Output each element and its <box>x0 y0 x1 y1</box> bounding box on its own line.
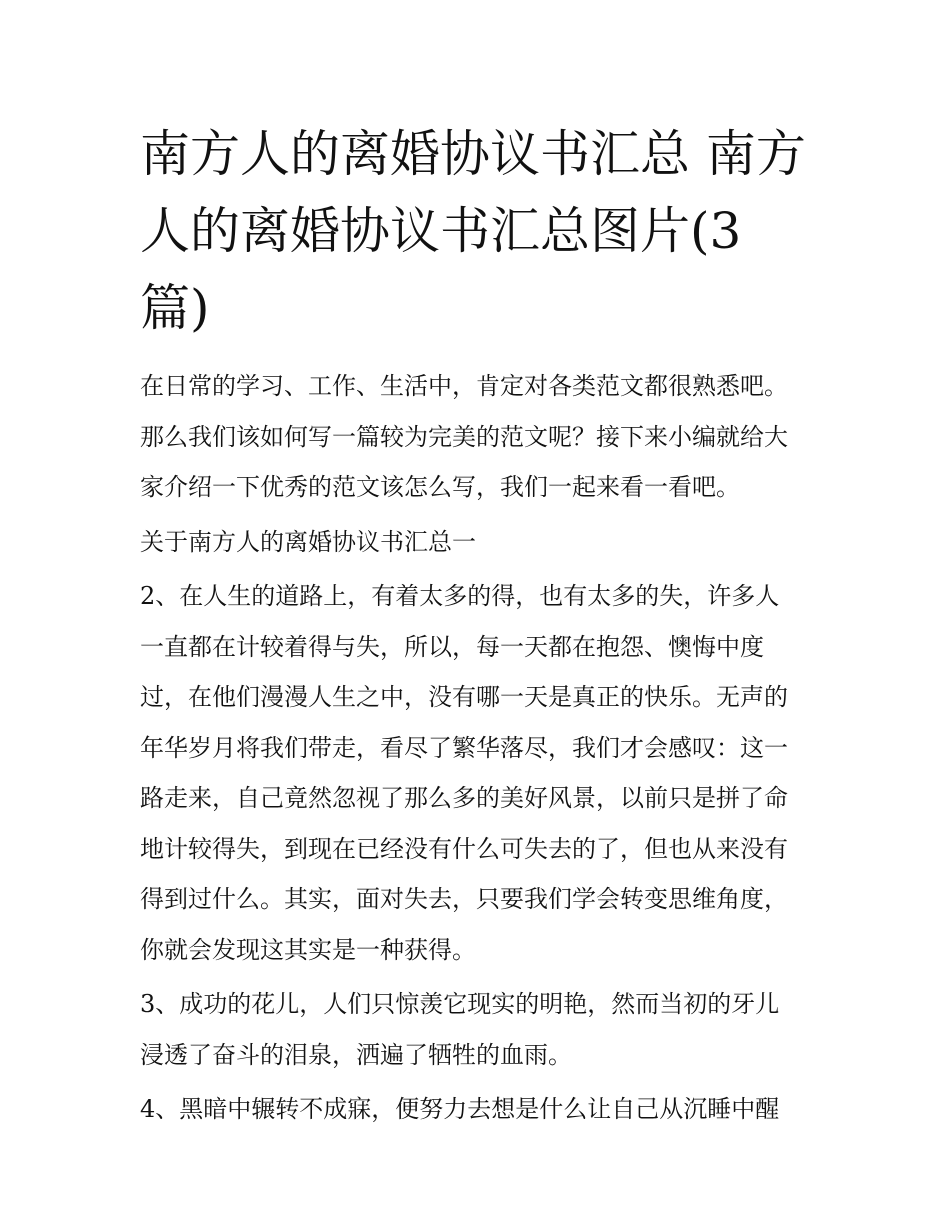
text-line: 得到过什么。其实，面对失去，只要我们学会转变思维角度， <box>140 885 788 913</box>
text-line: 年华岁月将我们带走，看尽了繁华落尽，我们才会感叹：这一 <box>140 733 788 762</box>
text-line: 一直都在计较着得与失，所以，每一天都在抱怨、懊悔中度 <box>140 632 764 661</box>
title-line: 南方人的离婚协议书汇总 南方 <box>140 125 806 183</box>
text-line: 在日常的学习、工作、生活中，肯定对各类范文都很熟悉吧。 <box>140 372 788 400</box>
document-body <box>140 116 816 1139</box>
text-line: 那么我们该如何写一篇较为完美的范文呢？接下来小编就给大 <box>140 422 788 451</box>
intro-paragraph <box>140 361 816 513</box>
title-line: 篇) <box>140 279 210 337</box>
text-line: 过，在他们漫漫人生之中，没有哪一天是真正的快乐。无声的 <box>140 683 788 711</box>
item-4-paragraph <box>140 1084 816 1135</box>
text-line: 家介绍一下优秀的范文该怎么写，我们一起来看一看吧。 <box>140 473 740 501</box>
section-heading: 关于南方人的离婚协议书汇总一 <box>140 527 476 556</box>
text-line: 3、成功的花儿，人们只惊羡它现实的明艳，然而当初的牙儿 <box>140 990 780 1018</box>
text-line: 浸透了奋斗的泪泉，洒遍了牺牲的血雨。 <box>140 1040 572 1069</box>
item-3-paragraph <box>140 979 816 1080</box>
text-line: 路走来，自己竟然忽视了那么多的美好风景，以前只是拼了命 <box>140 784 788 812</box>
item-2-paragraph <box>140 571 816 975</box>
document-title <box>140 116 816 347</box>
title-line: 人的离婚协议书汇总图片(3 <box>140 202 742 260</box>
text-line: 2、在人生的道路上，有着太多的得，也有太多的失，许多人 <box>140 582 780 610</box>
text-line: 你就会发现这其实是一种获得。 <box>140 935 476 964</box>
text-line: 地计较得失，到现在已经没有什么可失去的了，但也从来没有 <box>140 834 788 863</box>
text-line: 4、黑暗中辗转不成寐，便努力去想是什么让自己从沉睡中醒 <box>140 1095 780 1123</box>
